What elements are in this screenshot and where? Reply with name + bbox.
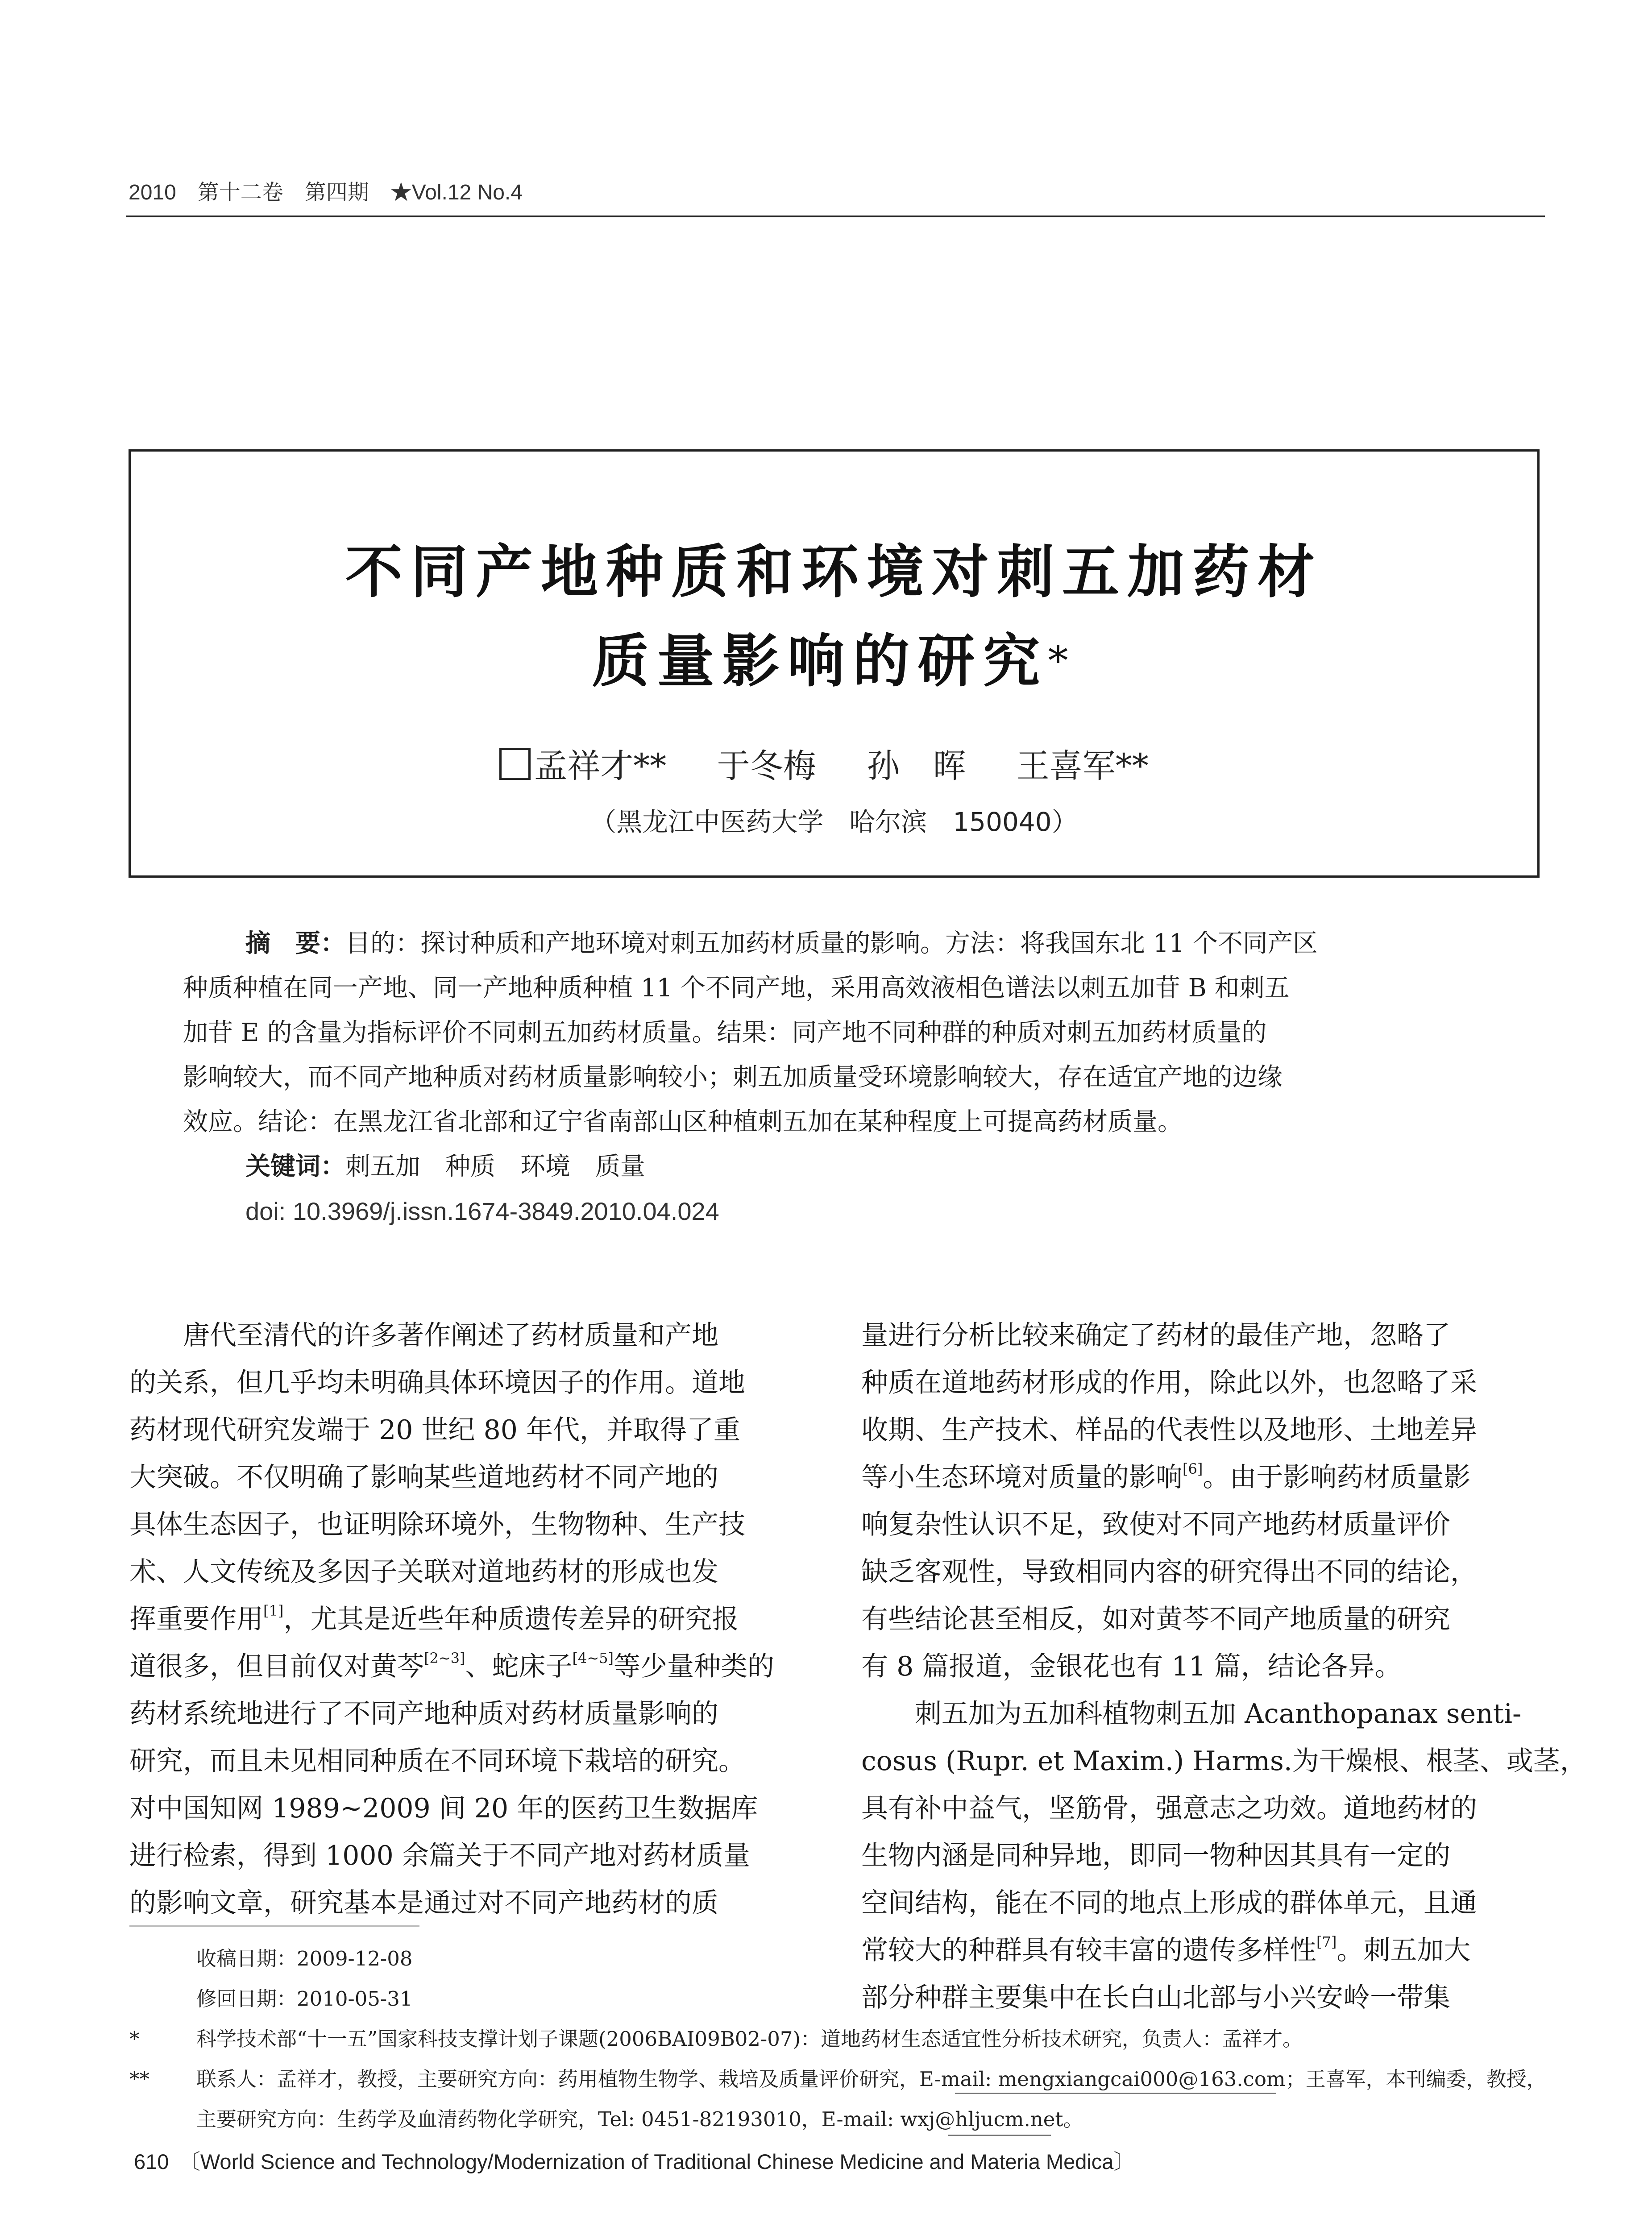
author-2: 于冬梅 bbox=[717, 747, 816, 785]
body-line bbox=[861, 1454, 1542, 1501]
body-text: 等少量种类的 bbox=[614, 1651, 774, 1682]
header-rule bbox=[126, 216, 1545, 217]
author-list bbox=[131, 742, 1537, 791]
citation-ref: [6] bbox=[1183, 1460, 1203, 1477]
contact-text: 联系人：孟祥才，教授，主要研究方向：药用植物生物学、栽培及质量评价研究，E-mail: mengxiangcai000@163.com；王喜军，本刊编委，教授， bbox=[196, 2067, 1547, 2091]
body-text: 。刺五加大 bbox=[1337, 1935, 1471, 1966]
body-line: 缺乏客观性，导致相同内容的研究得出不同的结论， bbox=[861, 1556, 1477, 1588]
citation-ref: [2~3] bbox=[424, 1650, 465, 1667]
body-line bbox=[129, 1643, 810, 1690]
body-text: 、蛇床子 bbox=[465, 1651, 573, 1682]
body-line: 空间结构，能在不同的地点上形成的群体单元，且通 bbox=[861, 1887, 1477, 1919]
funding-marker: * bbox=[129, 2027, 140, 2051]
body-line: 生物内涵是同种异地，即同一物种因其具有一定的 bbox=[861, 1840, 1450, 1871]
body-line: 研究，而且未见相同种质在不同环境下栽培的研究。 bbox=[129, 1746, 745, 1777]
body-text: 。由于影响药材质量影 bbox=[1203, 1462, 1471, 1493]
body-line: 进行检索，得到 1000 余篇关于不同产地对药材质量 bbox=[129, 1840, 750, 1871]
body-line: 量进行分析比较来确定了药材的最佳产地，忽略了 bbox=[861, 1320, 1450, 1351]
body-line: 部分种群主要集中在长白山北部与小兴安岭一带集 bbox=[861, 1982, 1450, 2013]
body-line: 的影响文章，研究基本是通过对不同产地药材的质 bbox=[129, 1887, 718, 1919]
body-line: 收期、生产技术、样品的代表性以及地形、土地差异 bbox=[861, 1414, 1477, 1446]
contact-note bbox=[129, 2059, 1548, 2099]
body-line: cosus (Rupr. et Maxim.) Harms.为干燥根、根茎、或茎， bbox=[861, 1746, 1587, 1777]
title-box bbox=[129, 449, 1540, 878]
article-title-line-2-text: 质量影响的研究 bbox=[592, 628, 1048, 695]
body-left-column bbox=[129, 1312, 810, 1927]
contact-note-continued: 主要研究方向：生药学及血清药物化学研究，Tel: 0451-82193010，E-mail: wxj@hljucm.net。 bbox=[196, 2107, 1083, 2131]
body-line: 药材现代研究发端于 20 世纪 80 年代，并取得了重 bbox=[129, 1414, 740, 1446]
abstract-text: 目的：探讨种质和产地环境对刺五加药材质量的影响。方法：将我国东北 11 个不同产区 bbox=[345, 929, 1318, 958]
keywords-label: 关键词： bbox=[245, 1152, 345, 1181]
abstract-line: 种质种植在同一产地、同一产地种质种植 11 个不同产地，采用高效液相色谱法以刺五加苷 B 和刺五 bbox=[183, 974, 1290, 1003]
body-line: 唐代至清代的许多著作阐述了药材质量和产地 bbox=[183, 1320, 718, 1351]
keywords-line bbox=[183, 1145, 1486, 1189]
body-line: 具体生态因子，也证明除环境外，生物物种、生产技 bbox=[129, 1509, 745, 1540]
page-footer: 610 〔World Science and Technology/Modernization of Traditional Chinese Medicine and Materia Medica〕 bbox=[134, 2150, 1135, 2173]
title-footnote-marker: * bbox=[1048, 638, 1076, 684]
received-date: 收稿日期：2009-12-08 bbox=[196, 1947, 413, 1970]
body-line: 的关系，但几乎均未明确具体环境因子的作用。道地 bbox=[129, 1367, 745, 1398]
article-title-line-2 bbox=[131, 623, 1537, 699]
footnote-underline bbox=[948, 2135, 1051, 2136]
affiliation: （黑龙江中医药大学 哈尔滨 150040） bbox=[590, 807, 1078, 837]
author-1: 孟祥才** bbox=[534, 747, 667, 785]
body-line: 有 8 篇报道，金银花也有 11 篇，结论各异。 bbox=[861, 1651, 1402, 1682]
abstract-label: 摘 要： bbox=[245, 929, 345, 958]
body-line: 对中国知网 1989~2009 间 20 年的医药卫生数据库 bbox=[129, 1793, 758, 1824]
body-line: 术、人文传统及多因子关联对道地药材的形成也发 bbox=[129, 1556, 718, 1588]
keywords-text: 刺五加 种质 环境 质量 bbox=[345, 1152, 645, 1181]
body-line: 响复杂性认识不足，致使对不同产地药材质量评价 bbox=[861, 1509, 1450, 1540]
body-line: 具有补中益气，坚筋骨，强意志之功效。道地药材的 bbox=[861, 1793, 1477, 1824]
footnote-underline bbox=[955, 2093, 1276, 2094]
footnote-rule bbox=[129, 1925, 419, 1927]
body-line: 大突破。不仅明确了影响某些道地药材不同产地的 bbox=[129, 1462, 718, 1493]
author-box-icon bbox=[499, 748, 531, 780]
abstract-line: 效应。结论：在黑龙江省北部和辽宁省南部山区种植刺五加在某种程度上可提高药材质量。 bbox=[183, 1107, 1183, 1136]
body-line: 有些结论甚至相反，如对黄芩不同产地质量的研究 bbox=[861, 1604, 1450, 1635]
abstract-line bbox=[183, 921, 1486, 966]
citation-ref: [7] bbox=[1316, 1933, 1337, 1950]
revised-date: 修回日期：2010-05-31 bbox=[196, 1987, 413, 2011]
doi-line: doi: 10.3969/j.issn.1674-3849.2010.04.024 bbox=[245, 1197, 719, 1225]
footnotes bbox=[129, 1939, 1548, 2140]
contact-marker: ** bbox=[129, 2067, 149, 2091]
body-text: ，尤其是近些年种质遗传差异的研究报 bbox=[283, 1604, 739, 1635]
article-title-line-1: 不同产地种质和环境对刺五加药材 bbox=[345, 539, 1323, 605]
citation-ref: [4~5] bbox=[572, 1650, 614, 1667]
abstract bbox=[183, 921, 1486, 1234]
body-line: 药材系统地进行了不同产地种质对药材质量影响的 bbox=[129, 1698, 718, 1729]
abstract-line: 加苷 E 的含量为指标评价不同刺五加药材质量。结果：同产地不同种群的种质对刺五加药材质量的 bbox=[183, 1018, 1267, 1047]
body-line: 种质在道地药材形成的作用，除此以外，也忽略了采 bbox=[861, 1367, 1477, 1398]
author-4: 王喜军** bbox=[1016, 747, 1149, 785]
funding-note bbox=[129, 2019, 1548, 2059]
funding-text: 科学技术部“十一五”国家科技支撑计划子课题(2006BAI09B02-07)：道地药材生态适宜性分析技术研究，负责人：孟祥才。 bbox=[196, 2027, 1303, 2051]
author-3: 孙 晖 bbox=[867, 747, 966, 785]
abstract-line: 影响较大，而不同产地种质对药材质量影响较小；刺五加质量受环境影响较大，存在适宜产地的边缘 bbox=[183, 1063, 1283, 1092]
body-line: 刺五加为五加科植物刺五加 Acanthopanax senti- bbox=[915, 1698, 1522, 1729]
body-line bbox=[129, 1596, 810, 1643]
body-text: 道很多，但目前仅对黄芩 bbox=[129, 1651, 424, 1682]
body-text: 挥重要作用 bbox=[129, 1604, 263, 1635]
running-header: 2010 第十二卷 第四期 ★Vol.12 No.4 bbox=[129, 181, 523, 204]
body-right-column bbox=[861, 1312, 1587, 2021]
citation-ref: [1] bbox=[263, 1602, 284, 1619]
body-text: 常较大的种群具有较丰富的遗传多样性 bbox=[861, 1935, 1316, 1966]
body-text: 等小生态环境对质量的影响 bbox=[861, 1462, 1183, 1493]
